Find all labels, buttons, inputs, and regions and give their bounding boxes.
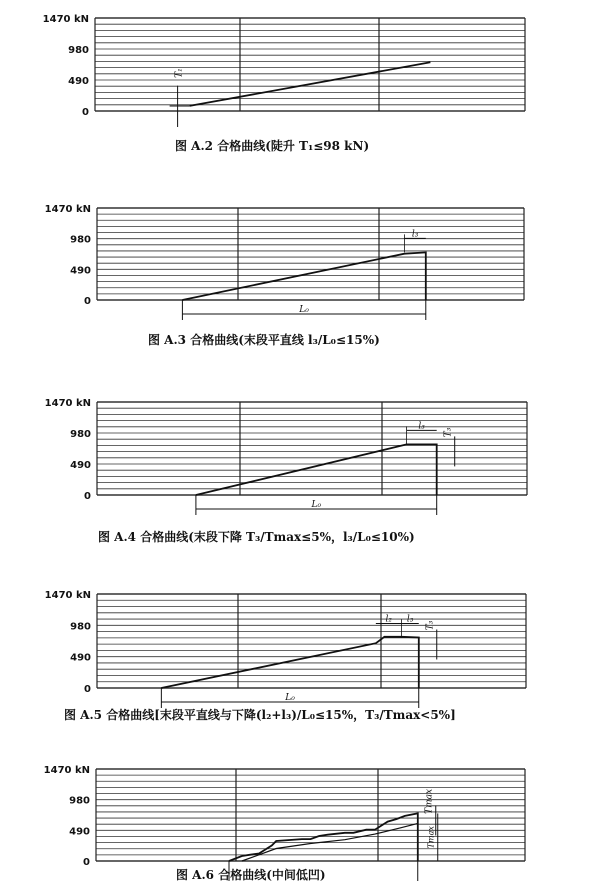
dim-label-L: L₀ — [285, 693, 295, 703]
series-line-1 — [229, 813, 418, 861]
y-tick-label: 980 — [69, 795, 90, 807]
grid — [97, 208, 524, 300]
y-tick-label: 490 — [70, 460, 91, 471]
y-tick-label: 490 — [70, 652, 91, 664]
figure-caption: 图 A.2 合格曲线(陡升 T₁≤98 kN) — [175, 139, 370, 153]
series-line-1 — [190, 62, 431, 106]
grid — [95, 18, 525, 111]
dim-label-T: T₁ — [174, 68, 185, 78]
figure-caption: 图 A.5 合格曲线[末段平直线与下降(l₂+l₃)/L₀≤15%，T₃/Tmax<5%] — [64, 708, 456, 722]
y-tick-label: 1470 kN — [44, 204, 91, 215]
y-tick-label: 1470 kN — [43, 765, 90, 776]
y-tick-label: 980 — [70, 429, 91, 440]
y-tick-label: 0 — [84, 296, 91, 307]
figure-caption: 图 A.3 合格曲线(末段平直线 l₃/L₀≤15%) — [148, 333, 380, 347]
y-tick-label: 980 — [70, 621, 91, 633]
grid — [97, 594, 526, 688]
y-tick-label: 1470 kN — [44, 590, 91, 601]
chart-A2 — [43, 14, 525, 153]
chart-A3 — [45, 204, 524, 347]
y-tick-label: 0 — [84, 491, 91, 502]
chart-A4 — [45, 398, 527, 544]
dim-label-T: T₃ — [443, 427, 454, 438]
series-line-1 — [182, 252, 425, 300]
y-tick-label: 0 — [82, 107, 89, 118]
chart-A6 — [44, 765, 525, 882]
grid — [96, 769, 525, 861]
dim-label-l3: l₃ — [406, 614, 414, 625]
dim-label-Tmax: Tmax — [426, 826, 436, 849]
dimension-annotations — [196, 421, 455, 515]
y-tick-label: 0 — [84, 684, 91, 695]
y-tick-label: 490 — [70, 265, 91, 277]
dim-label-l2: l₂ — [385, 614, 392, 625]
dimension-annotations — [161, 614, 436, 708]
grid — [97, 402, 527, 495]
y-tick-label: 1470 kN — [44, 398, 91, 409]
figure-caption: 图 A.4 合格曲线(末段下降 T₃/Tmax≤5%，l₃/L₀≤10%) — [98, 530, 415, 544]
y-tick-label: 980 — [70, 234, 91, 246]
dim-label-l3: l₃ — [418, 421, 425, 432]
dimension-annotations — [170, 68, 190, 127]
y-tick-label: 0 — [83, 857, 90, 868]
dim-label-L: L₀ — [299, 305, 309, 315]
y-tick-label: 490 — [68, 76, 89, 87]
dim-label-T: T₃ — [425, 620, 436, 631]
dim-label-l3: l₃ — [411, 229, 419, 240]
figure-caption: 图 A.6 合格曲线(中间低凹) — [176, 868, 326, 882]
y-tick-label: 1470 kN — [42, 14, 89, 25]
dim-label-L: L₀ — [311, 500, 322, 510]
chart-A5 — [45, 590, 526, 722]
y-tick-label: 980 — [68, 45, 89, 56]
y-tick-label: 490 — [69, 826, 90, 838]
dim-label-T: Tmax — [424, 788, 435, 814]
